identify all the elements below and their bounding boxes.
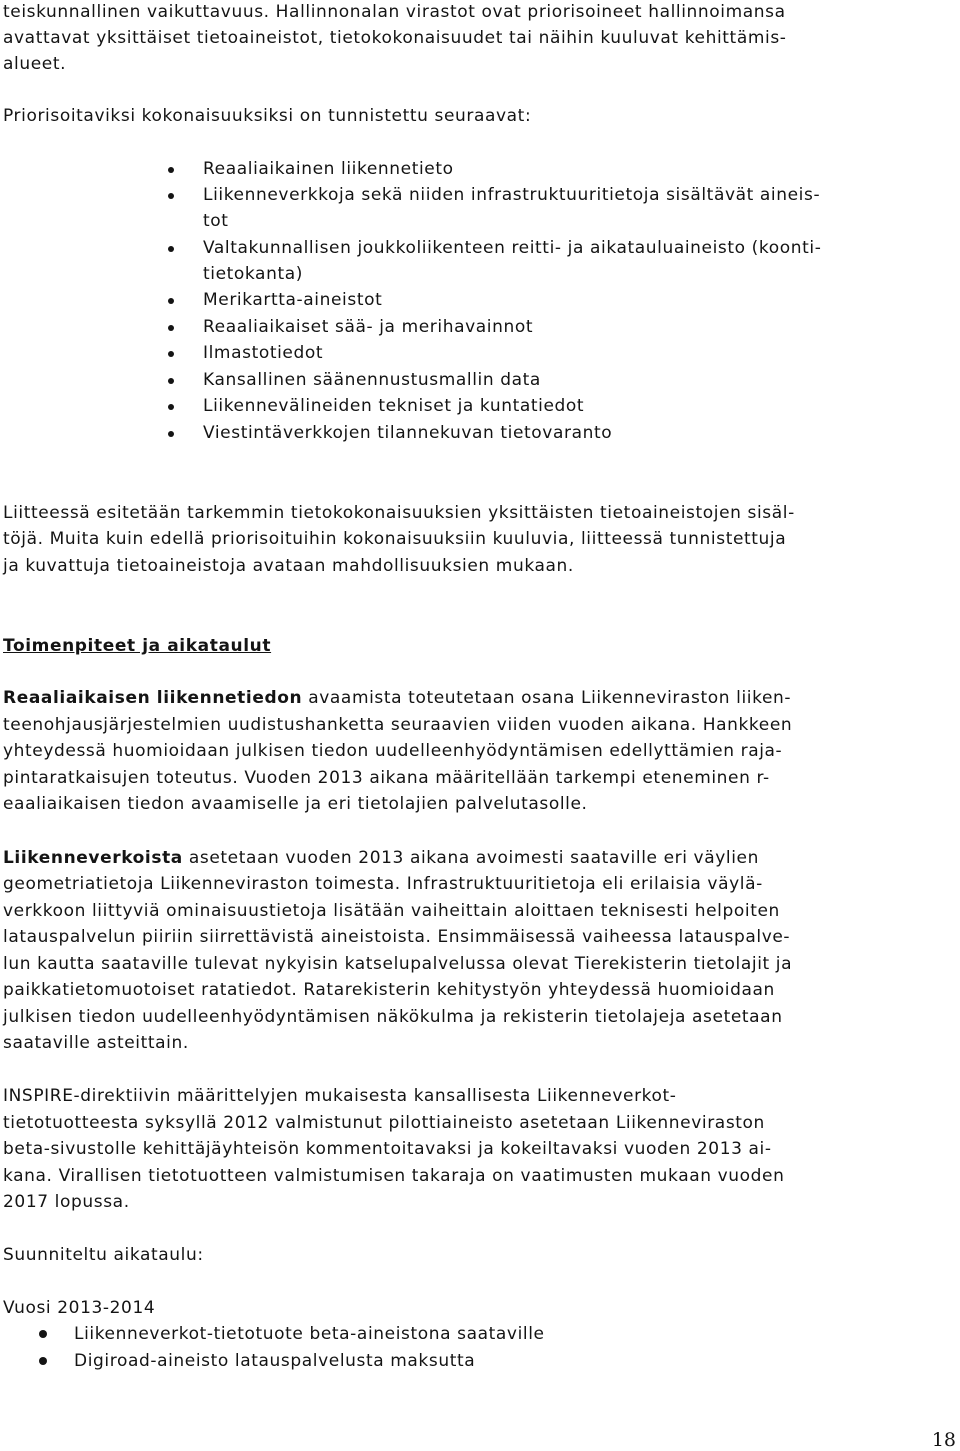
realtime-line: eaaliaikaisen tiedon avaamiselle ja eri tietolajien palvelutasolle.: [3, 794, 588, 814]
bullet-dot: [168, 298, 174, 304]
inspire-line: kana. Virallisen tietotuotteen valmistumisen takaraja on vaatimusten mukaan vuoden: [3, 1166, 785, 1186]
bullet-dot: [168, 193, 174, 199]
network-line-1: [3, 850, 759, 867]
priority-intro: Priorisoitaviksi kokonaisuuksiksi on tunnistettu seuraavat:: [3, 106, 532, 126]
network-line: verkkoon liittyviä ominaisuustietoja lisätään vaiheittain aloittaen teknisesti helpoiten: [3, 901, 780, 921]
inspire-line: INSPIRE-direktiivin määrittelyjen mukaisesta kansallisesta Liikenneverkot-: [3, 1086, 677, 1106]
realtime-line: pintaratkaisujen toteutus. Vuoden 2013 aikana määritellään tarkempi eteneminen r-: [3, 768, 770, 788]
list-item: Liikenneverkkoja sekä niiden infrastruktuuritietoja sisältävät aineis-: [203, 185, 821, 205]
schedule-label: Suunniteltu aikataulu:: [3, 1245, 204, 1265]
network-line: saataville asteittain.: [3, 1033, 189, 1053]
bullet-dot: [168, 378, 174, 384]
list-item: Reaaliaikaiset sää- ja merihavainnot: [203, 317, 534, 337]
list-item-continuation: tietokanta): [203, 264, 303, 284]
bullet-dot: [168, 246, 174, 252]
list-item: Reaaliaikainen liikennetieto: [203, 159, 454, 179]
inspire-line: beta-sivustolle kehittäjäyhteisön kommentoitavaksi ja kokeiltavaksi vuoden 2013 ai-: [3, 1139, 772, 1159]
list-item: Liikennevälineiden tekniset ja kuntatiedot: [203, 396, 585, 416]
appendix-line-1: Liitteessä esitetään tarkemmin tietokokonaisuuksien yksittäisten tietoaineistojen sisäl-: [3, 503, 795, 523]
intro-line-2: avattavat yksittäiset tietoaineistot, tietokokonaisuudet tai näihin kuuluvat kehittämis-: [3, 28, 787, 48]
bullet-dot: [168, 351, 174, 357]
bullet-dot: [168, 404, 174, 410]
list-item: Liikenneverkot-tietotuote beta-aineistona saataville: [74, 1324, 545, 1344]
section-heading: Toimenpiteet ja aikataulut: [3, 636, 272, 656]
network-line: latauspalvelun piiriin siirrettävistä aineistoista. Ensimmäisessä vaiheessa latauspalve-: [3, 927, 791, 947]
inspire-line: tietotuotteesta syksyllä 2012 valmistunut pilottiaineisto asetetaan Liikenneviraston: [3, 1113, 765, 1133]
list-item: Merikartta-aineistot: [203, 290, 383, 310]
intro-line-3: alueet.: [3, 54, 67, 74]
year-label: Vuosi 2013-2014: [3, 1298, 156, 1318]
network-line: lun kautta saataville tulevat nykyisin katselupalvelussa olevat Tierekisterin tietolajit ja: [3, 954, 793, 974]
list-item: Digiroad-aineisto latauspalvelusta maksutta: [74, 1351, 476, 1371]
network-line: paikkatietomuotoiset ratatiedot. Ratarekisterin kehitystyön yhteydessä huomioidaan: [3, 980, 775, 1000]
list-item: Valtakunnallisen joukkoliikenteen reitti- ja aikatauluaineisto (koonti-: [203, 238, 822, 258]
page-number: 18: [931, 1429, 956, 1451]
bullet-dot: [168, 167, 174, 173]
list-item: Ilmastotiedot: [203, 343, 324, 363]
bullet-dot: [39, 1330, 47, 1338]
realtime-line-1: [3, 690, 791, 707]
bullet-dot: [39, 1357, 47, 1365]
appendix-line-2: töjä. Muita kuin edellä priorisoituihin kokonaisuuksiin kuuluvia, liitteessä tunnistettuja: [3, 529, 787, 549]
list-item-continuation: tot: [203, 211, 229, 231]
intro-line-1: teiskunnallinen vaikuttavuus. Hallinnonalan virastot ovat priorisoineet hallinnoimansa: [3, 2, 786, 22]
realtime-first-rest: avaamista toteutetaan osana Liikenneviraston liiken-: [302, 688, 792, 708]
inspire-line: 2017 lopussa.: [3, 1192, 130, 1212]
list-item: Viestintäverkkojen tilannekuvan tietovaranto: [203, 423, 613, 443]
network-line: geometriatietoja Liikenneviraston toimesta. Infrastruktuuritietoja eli erilaisia väylä-: [3, 874, 763, 894]
realtime-bold: Reaaliaikaisen liikennetiedon: [3, 688, 303, 708]
bullet-dot: [168, 431, 174, 437]
bullet-dot: [168, 325, 174, 331]
network-first-rest: asetetaan vuoden 2013 aikana avoimesti saataville eri väylien: [182, 848, 759, 868]
realtime-line: yhteydessä huomioidaan julkisen tiedon uudelleenhyödyntämisen edellyttämien raja-: [3, 741, 783, 761]
list-item: Kansallinen säänennustusmallin data: [203, 370, 541, 390]
network-line: julkisen tiedon uudelleenhyödyntämisen näkökulma ja rekisterin tietolajeja asetetaan: [3, 1007, 783, 1027]
realtime-line: teenohjausjärjestelmien uudistushanketta seuraavien viiden vuoden aikana. Hankkeen: [3, 715, 793, 735]
appendix-line-3: ja kuvattuja tietoaineistoja avataan mahdollisuuksien mukaan.: [3, 556, 574, 576]
network-bold: Liikenneverkoista: [3, 848, 183, 868]
